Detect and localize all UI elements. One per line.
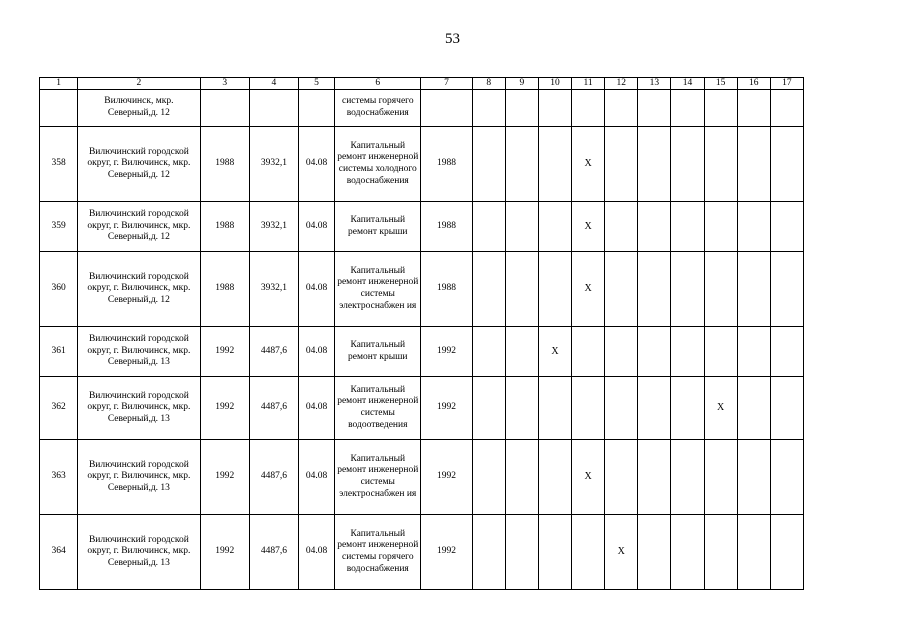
mark-cell: X [605,515,638,590]
code-cell: 04.08 [298,515,334,590]
table-row [40,440,804,515]
mark-cell [737,127,770,202]
area-cell: 4487,6 [249,440,298,515]
mark-cell [671,515,704,590]
address-cell: Вилючинский городской округ, г. Вилючинск, мкр. Северный,д. 12 [78,252,200,327]
mark-cell [472,377,505,440]
work-type-cell: Капитальный ремонт инженерной системы холодного водоснабжения [335,127,421,202]
code-cell: 04.08 [298,440,334,515]
column-header: 2 [78,78,200,90]
plan-year-cell: 1992 [421,440,472,515]
row-number: 364 [40,515,78,590]
address-cell: Вилючинский городской округ, г. Вилючинск, мкр. Северный,д. 12 [78,202,200,252]
area-cell: 4487,6 [249,327,298,377]
year-cell: 1992 [200,327,249,377]
mark-cell [605,127,638,202]
mark-cell [605,327,638,377]
mark-cell [770,127,803,202]
plan-year-cell: 1988 [421,252,472,327]
mark-cell [538,127,571,202]
year-cell: 1988 [200,127,249,202]
mark-cell [638,90,671,127]
column-header: 6 [335,78,421,90]
work-type-cell: Капитальный ремонт инженерной системы горячего водоснабжения [335,515,421,590]
address-cell: Вилючинский городской округ, г. Вилючинск, мкр. Северный,д. 13 [78,440,200,515]
mark-cell [605,202,638,252]
column-header: 12 [605,78,638,90]
mark-cell [638,515,671,590]
mark-cell [770,327,803,377]
table-row [40,515,804,590]
plan-year-cell: 1988 [421,127,472,202]
mark-cell [704,515,737,590]
mark-cell [605,252,638,327]
mark-cell [704,127,737,202]
area-cell: 3932,1 [249,202,298,252]
table-row [40,252,804,327]
mark-cell [505,377,538,440]
page-number: 53 [445,31,460,47]
mark-cell [638,202,671,252]
mark-cell [770,90,803,127]
mark-cell [505,90,538,127]
mark-cell [472,127,505,202]
column-header: 5 [298,78,334,90]
mark-cell [704,90,737,127]
mark-cell [671,377,704,440]
mark-cell [671,127,704,202]
mark-cell [472,515,505,590]
code-cell: 04.08 [298,252,334,327]
year-cell: 1992 [200,515,249,590]
mark-cell: X [572,127,605,202]
mark-cell: X [572,440,605,515]
register-table [39,77,804,590]
code-cell: 04.08 [298,202,334,252]
year-cell [200,90,249,127]
mark-cell: X [704,377,737,440]
mark-cell [770,377,803,440]
plan-year-cell: 1992 [421,515,472,590]
table-row [40,202,804,252]
table-row [40,327,804,377]
work-type-cell: Капитальный ремонт инженерной системы электроснабжен ия [335,252,421,327]
plan-year-cell: 1988 [421,202,472,252]
mark-cell [472,327,505,377]
mark-cell [538,252,571,327]
address-cell: Вилючинский городской округ, г. Вилючинск, мкр. Северный,д. 12 [78,127,200,202]
table-header-row [40,78,804,90]
column-header: 13 [638,78,671,90]
column-header: 4 [249,78,298,90]
work-type-cell: Капитальный ремонт крыши [335,327,421,377]
column-header: 16 [737,78,770,90]
column-header: 11 [572,78,605,90]
table-row [40,127,804,202]
mark-cell [638,127,671,202]
column-header: 14 [671,78,704,90]
mark-cell [704,440,737,515]
column-header: 9 [505,78,538,90]
column-header: 8 [472,78,505,90]
mark-cell: X [538,327,571,377]
area-cell: 3932,1 [249,127,298,202]
mark-cell [770,515,803,590]
area-cell: 4487,6 [249,377,298,440]
area-cell: 3932,1 [249,252,298,327]
mark-cell [538,202,571,252]
mark-cell: X [572,202,605,252]
column-header: 10 [538,78,571,90]
mark-cell [605,90,638,127]
mark-cell [638,252,671,327]
column-header: 17 [770,78,803,90]
row-number: 361 [40,327,78,377]
mark-cell [671,252,704,327]
plan-year-cell: 1992 [421,377,472,440]
row-number: 358 [40,127,78,202]
address-cell: Вилючинск, мкр. Северный,д. 12 [78,90,200,127]
address-cell: Вилючинский городской округ, г. Вилючинск, мкр. Северный,д. 13 [78,377,200,440]
mark-cell [572,377,605,440]
mark-cell [505,440,538,515]
mark-cell [605,377,638,440]
mark-cell [472,90,505,127]
mark-cell [472,202,505,252]
mark-cell [572,515,605,590]
mark-cell [505,127,538,202]
code-cell: 04.08 [298,327,334,377]
year-cell: 1988 [200,252,249,327]
work-type-cell: Капитальный ремонт инженерной системы электроснабжен ия [335,440,421,515]
mark-cell [671,90,704,127]
mark-cell [770,252,803,327]
mark-cell [737,252,770,327]
year-cell: 1988 [200,202,249,252]
mark-cell [737,440,770,515]
mark-cell [538,515,571,590]
row-number [40,90,78,127]
address-cell: Вилючинский городской округ, г. Вилючинск, мкр. Северный,д. 13 [78,327,200,377]
mark-cell [505,202,538,252]
code-cell: 04.08 [298,127,334,202]
mark-cell [538,377,571,440]
mark-cell [704,202,737,252]
mark-cell: X [572,252,605,327]
mark-cell [472,252,505,327]
mark-cell [638,327,671,377]
work-type-cell: системы горячего водоснабжения [335,90,421,127]
mark-cell [638,440,671,515]
mark-cell [572,327,605,377]
row-number: 362 [40,377,78,440]
mark-cell [704,327,737,377]
work-type-cell: Капитальный ремонт крыши [335,202,421,252]
mark-cell [638,377,671,440]
code-cell [298,90,334,127]
row-number: 363 [40,440,78,515]
mark-cell [770,202,803,252]
mark-cell [737,202,770,252]
row-number: 360 [40,252,78,327]
column-header: 15 [704,78,737,90]
plan-year-cell [421,90,472,127]
mark-cell [737,515,770,590]
mark-cell [737,90,770,127]
table-row [40,90,804,127]
mark-cell [671,327,704,377]
area-cell [249,90,298,127]
column-header: 1 [40,78,78,90]
mark-cell [605,440,638,515]
mark-cell [704,252,737,327]
code-cell: 04.08 [298,377,334,440]
column-header: 3 [200,78,249,90]
mark-cell [770,440,803,515]
address-cell: Вилючинский городской округ, г. Вилючинск, мкр. Северный,д. 13 [78,515,200,590]
work-type-cell: Капитальный ремонт инженерной системы водоотведения [335,377,421,440]
plan-year-cell: 1992 [421,327,472,377]
mark-cell [538,90,571,127]
mark-cell [671,202,704,252]
mark-cell [472,440,505,515]
row-number: 359 [40,202,78,252]
year-cell: 1992 [200,377,249,440]
mark-cell [505,327,538,377]
mark-cell [737,327,770,377]
column-header: 7 [421,78,472,90]
table-row [40,377,804,440]
mark-cell [737,377,770,440]
year-cell: 1992 [200,440,249,515]
area-cell: 4487,6 [249,515,298,590]
mark-cell [538,440,571,515]
mark-cell [505,515,538,590]
mark-cell [671,440,704,515]
mark-cell [572,90,605,127]
mark-cell [505,252,538,327]
